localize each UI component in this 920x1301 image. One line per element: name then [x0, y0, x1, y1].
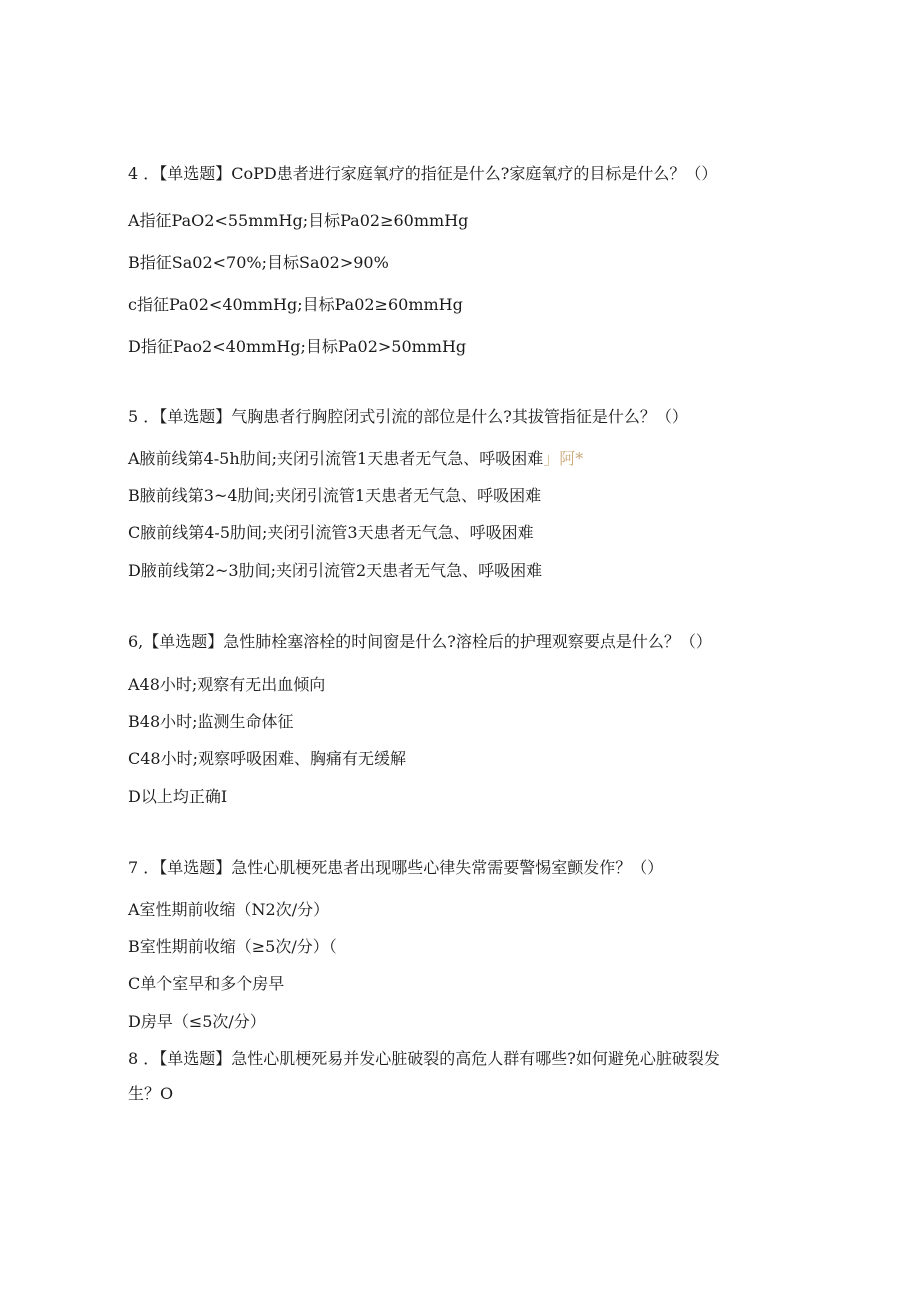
- stray-mark: 」阿*: [543, 449, 584, 468]
- question-6-option-c[interactable]: C48小时;观察呼吸困难、胸痛有无缓解: [128, 749, 406, 768]
- question-7-option-c[interactable]: C单个室早和多个房早: [128, 974, 285, 993]
- question-4-option-b[interactable]: B指征Sa02<70%;目标Sa02>90%: [128, 253, 389, 272]
- question-4-option-d[interactable]: D指征Pao2<40mmHg;目标Pa02>50mmHg: [128, 337, 467, 356]
- question-4-option-c[interactable]: c指征Pa02<40mmHg;目标Pa02≥60mmHg: [128, 295, 463, 314]
- question-5-option-a[interactable]: [128, 448, 583, 470]
- question-5-option-c[interactable]: C腋前线第4-5肋间;夹闭引流管3天患者无气急、呼吸困难: [128, 523, 534, 542]
- question-5-option-d[interactable]: D腋前线第2~3肋间;夹闭引流管2天患者无气急、呼吸困难: [128, 561, 543, 580]
- question-7-option-d[interactable]: D房早（≤5次/分）: [128, 1012, 266, 1031]
- question-4-stem: 4 ．【单选题】CoPD患者进行家庭氧疗的指征是什么?家庭氧疗的目标是什么？（）: [128, 164, 718, 183]
- question-6-stem: 6,【单选题】急性肺栓塞溶栓的时间窗是什么?溶栓后的护理观察要点是什么？（）: [128, 632, 712, 651]
- question-7-option-a[interactable]: A室性期前收缩（N2次/分）: [128, 900, 330, 919]
- question-8-stem-line-1: 8 ．【单选题】急性心肌梗死易并发心脏破裂的高危人群有哪些?如何避免心脏破裂发: [128, 1049, 720, 1068]
- question-7-option-b[interactable]: B室性期前收缩（≥5次/分）（: [128, 937, 337, 956]
- question-5-stem: 5 ．【单选题】气胸患者行胸腔闭式引流的部位是什么?其拔管指征是什么？（）: [128, 407, 688, 426]
- question-6-option-d[interactable]: D以上均正确I: [128, 787, 228, 806]
- question-8-stem-line-2: 生？O: [128, 1084, 174, 1103]
- question-4-option-a[interactable]: A指征PaO2<55mmHg;目标Pa02≥60mmHg: [128, 211, 469, 230]
- question-7-stem: 7 ．【单选题】急性心肌梗死患者出现哪些心律失常需要警惕室颤发作？（）: [128, 858, 664, 877]
- question-5-option-a-text: A腋前线第4-5h肋间;夹闭引流管1天患者无气急、呼吸困难: [128, 449, 544, 468]
- question-6-option-b[interactable]: B48小时;监测生命体征: [128, 712, 294, 731]
- question-6-option-a[interactable]: A48小时;观察有无出血倾向: [128, 675, 326, 694]
- question-5-option-b[interactable]: B腋前线第3~4肋间;夹闭引流管1天患者无气急、呼吸困难: [128, 486, 542, 505]
